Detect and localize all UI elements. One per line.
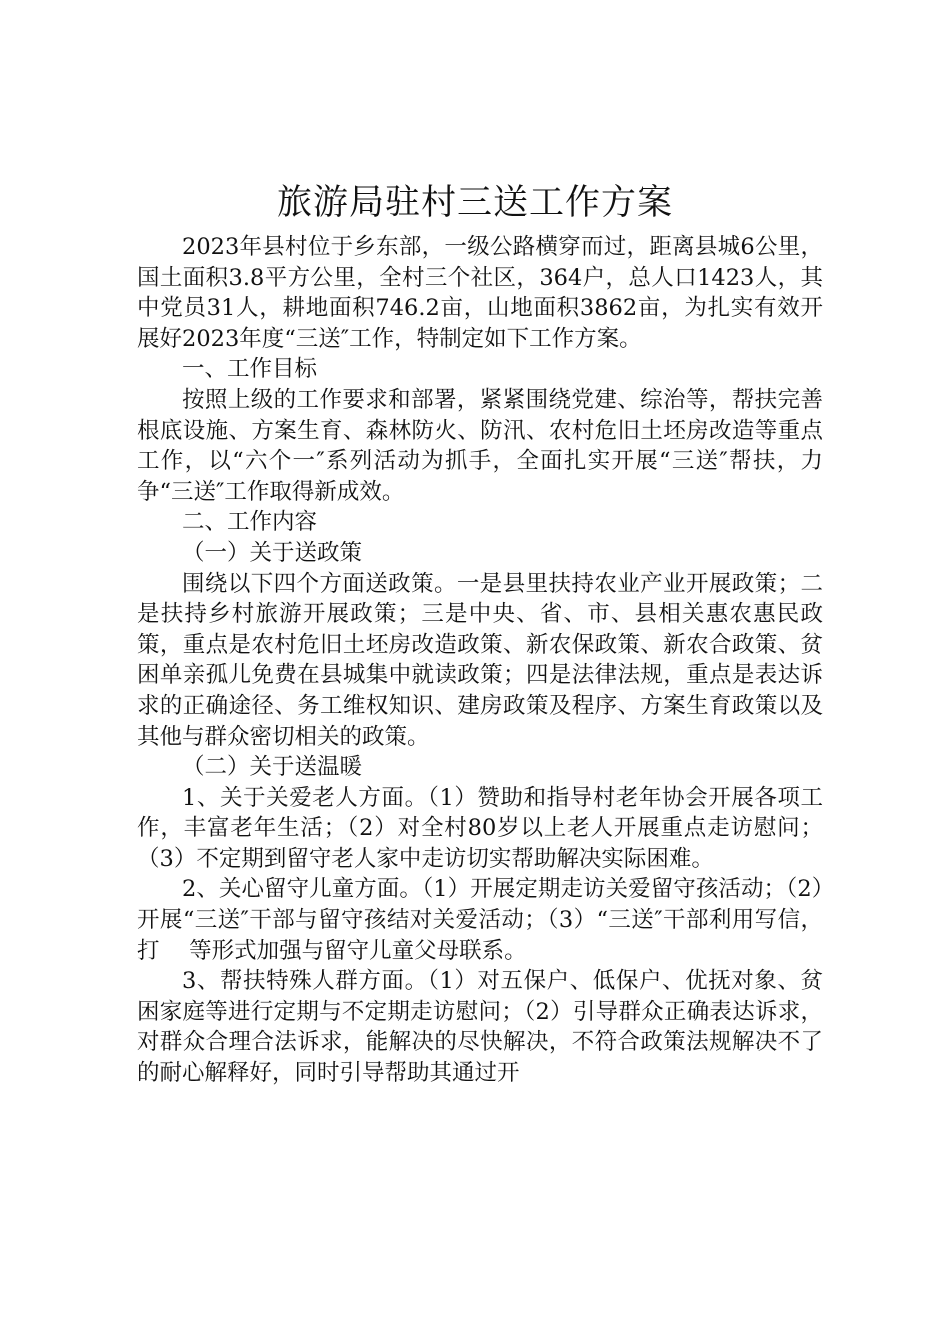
subsection-heading-policy: （一）关于送政策 (182, 539, 363, 566)
paragraph-special-groups: 3、帮扶特殊人群方面。（1）对五保户、低保户、优抚对象、贫困家庭等进行定期与不定期走访慰问；（2）引导群众正确表达诉求，对群众合理合法诉求，能解决的尽快解决，不符合政策法规解决不了的耐心解释好，同时引导帮助其通过开 (137, 968, 823, 1087)
paragraph-elderly: 1、关于关爱老人方面。（1）赞助和指导村老年协会开展各项工作，丰富老年生活；（2）对全村80岁以上老人开展重点走访慰问；（3）不定期到留守老人家中走访切实帮助解决实际困难。 (137, 784, 823, 872)
paragraph-intro: 2023年县村位于乡东部，一级公路横穿而过，距离县城6公里，国土面积3.8平方公里，全村三个社区，364户，总人口1423人，其中党员31人，耕地面积746.2亩，山地面积3862亩，为扎实有效开展好2023年度“三送″工作，特制定如下工作方案。 (137, 234, 823, 352)
document-title: 旅游局驻村三送工作方案 (276, 183, 673, 223)
paragraph-children: 2、关心留守儿童方面。（1）开展定期走访关爱留守孩活动；（2）开展“三送″干部与留守孩结对关爱活动；（3）“三送″干部利用写信，打 等形式加强与留守儿童父母联系。 (137, 876, 823, 964)
paragraph-goals: 按照上级的工作要求和部署，紧紧围绕党建、综治等，帮扶完善根底设施、方案生育、森林防火、防汛、农村危旧土坯房改造等重点工作，以“六个一″系列活动为抓手，全面扎实开展“三送″帮扶，力争“三送″工作取得新成效。 (137, 386, 823, 505)
subsection-heading-warmth: （二）关于送温暖 (182, 754, 363, 781)
section-heading-content: 二、工作内容 (182, 509, 318, 536)
paragraph-policy: 围绕以下四个方面送政策。一是县里扶持农业产业开展政策；二是扶持乡村旅游开展政策；三是中央、省、市、县相关惠农惠民政策，重点是农村危旧土坯房改造政策、新农保政策、新农合政策、贫困单亲孤儿免费在县城集中就读政策；四是法律法规，重点是表达诉求的正确途径、务工维权知识、建房政策及程序、方案生育政策以及其他与群众密切相关的政策。 (137, 570, 823, 750)
document-body (137, 232, 823, 1089)
section-heading-goals: 一、工作目标 (182, 356, 318, 383)
